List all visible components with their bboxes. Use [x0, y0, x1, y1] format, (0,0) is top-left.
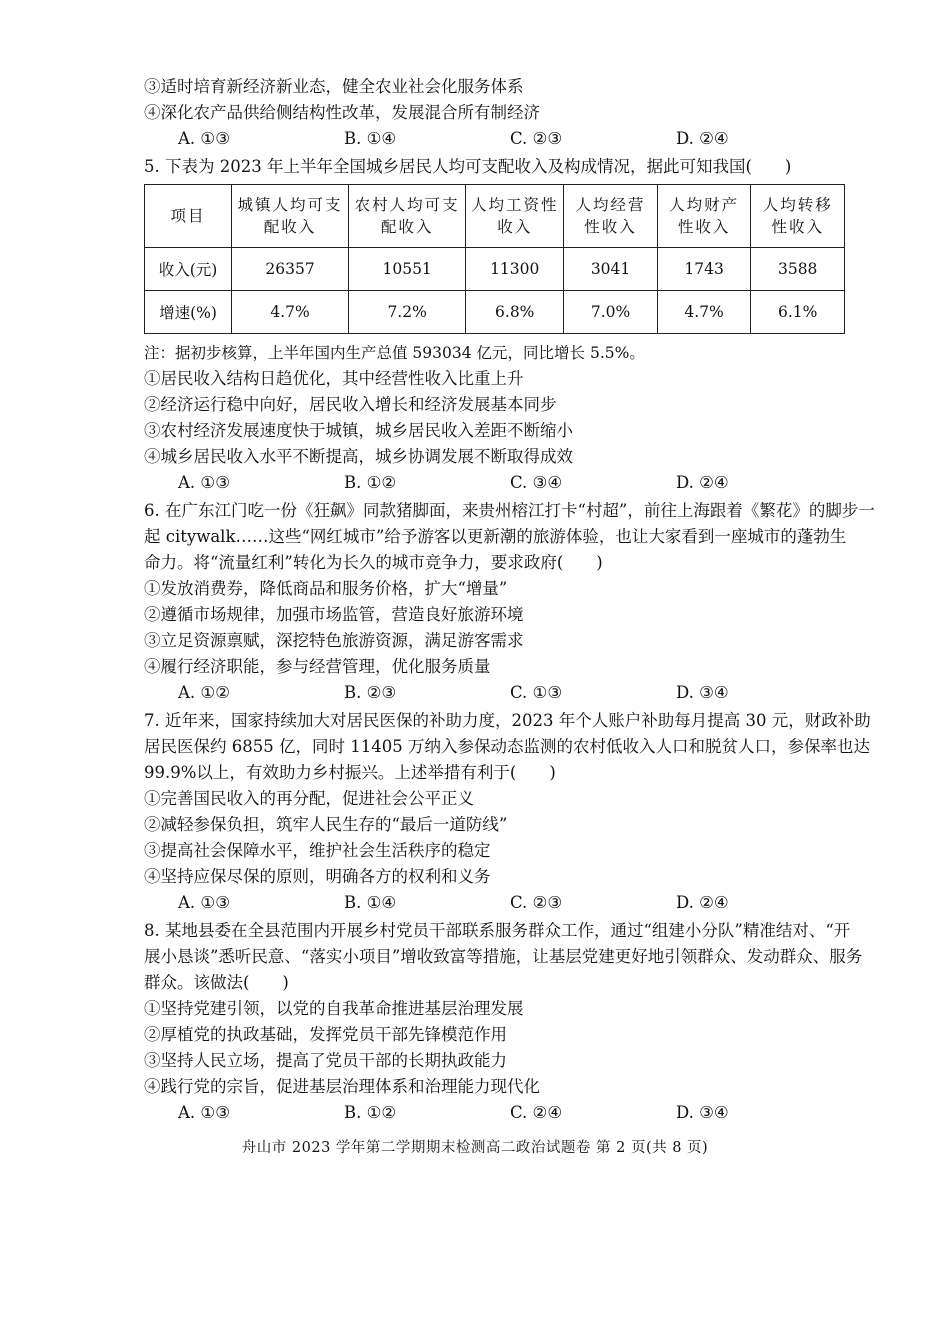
q7-stem-line: 居民医保约 6855 亿，同时 11405 万纳入参保动态监测的农村低收入人口和脱贫人口，参保率也达 [144, 737, 870, 756]
q8-item-3: ③坚持人民立场，提高了党员干部的长期执政能力 [144, 1051, 507, 1070]
q4-item-4: ④深化农产品供给侧结构性改革，发展混合所有制经济 [144, 103, 540, 122]
q7-item-4: ④坚持应保尽保的原则，明确各方的权利和义务 [144, 867, 491, 886]
q4-continuation [144, 74, 849, 152]
q6-item-3: ③立足资源禀赋，深挖特色旅游资源，满足游客需求 [144, 631, 524, 650]
q8-item-4: ④践行党的宗旨，促进基层治理体系和治理能力现代化 [144, 1077, 540, 1096]
q8-stem-line: 展小恳谈”悉听民意、“落实小项目”增收致富等措施，让基层党建更好地引领群众、发动群众、服务 [144, 947, 863, 966]
q8-options [144, 1100, 849, 1126]
table-cell: 6.8% [466, 291, 564, 334]
table-cell: 4.7% [232, 291, 349, 334]
q7-option-d: D. ②④ [676, 893, 729, 912]
q6-stem-line: 命力。将“流量红利”转化为长久的城市竞争力，要求政府( ) [144, 553, 603, 572]
q5-option-c: C. ③④ [510, 473, 563, 492]
q7-item-3: ③提高社会保障水平，维护社会生活秩序的稳定 [144, 841, 491, 860]
table-row [145, 248, 845, 291]
q7-option-c: C. ②③ [510, 893, 563, 912]
table-cell: 6.1% [751, 291, 845, 334]
q5-item-1: ①居民收入结构日趋优化，其中经营性收入比重上升 [144, 369, 524, 388]
q7-item-1: ①完善国民收入的再分配，促进社会公平正义 [144, 789, 474, 808]
table-cell: 1743 [657, 248, 751, 291]
table-cell: 10551 [349, 248, 466, 291]
q6-item-1: ①发放消费券，降低商品和服务价格，扩大“增量” [144, 579, 508, 598]
q8-stem-line: 群众。该做法( ) [144, 973, 289, 992]
q7-option-b: B. ①④ [344, 893, 397, 912]
q6-option-d: D. ③④ [676, 683, 729, 702]
q5-item-2: ②经济运行稳中向好，居民收入增长和经济发展基本同步 [144, 395, 557, 414]
q6-option-a: A. ①② [178, 683, 230, 702]
question-7 [144, 708, 871, 916]
table-header-row [145, 185, 845, 248]
q4-option-c: C. ②③ [510, 129, 563, 148]
q4-option-b: B. ①④ [344, 129, 397, 148]
table-header-cell: 人均转移性收入 [751, 185, 845, 248]
table-header-cell: 城镇人均可支配收入 [232, 185, 349, 248]
table-header-cell: 人均经营性收入 [564, 185, 658, 248]
q5-table-note: 注：据初步核算，上半年国内生产总值 593034 亿元，同比增长 5.5%。 [144, 344, 645, 362]
table-cell: 3588 [751, 248, 845, 291]
table-cell: 4.7% [657, 291, 751, 334]
q8-stem-line: 8. 某地县委在全县范围内开展乡村党员干部联系服务群众工作，通过“组建小分队”精准结对、“开 [144, 921, 851, 940]
q5-item-4: ④城乡居民收入水平不断提高，城乡协调发展不断取得成效 [144, 447, 573, 466]
table-cell: 3041 [564, 248, 658, 291]
q8-option-d: D. ③④ [676, 1103, 729, 1122]
q8-item-2: ②厚植党的执政基础，发挥党员干部先锋模范作用 [144, 1025, 507, 1044]
q7-stem-line: 99.9%以上，有效助力乡村振兴。上述举措有利于( ) [144, 763, 556, 782]
q5-option-d: D. ②④ [676, 473, 729, 492]
q7-item-2: ②减轻参保负担，筑牢人民生存的“最后一道防线” [144, 815, 508, 834]
question-5 [144, 154, 849, 496]
table-cell: 7.0% [564, 291, 658, 334]
q6-stem-line: 起 citywalk……这些“网红城市”给予游客以更新潮的旅游体验，也让大家看到一座城市的蓬勃生 [144, 527, 847, 546]
table-header-cell: 人均工资性收入 [466, 185, 564, 248]
table-cell: 26357 [232, 248, 349, 291]
question-6 [144, 498, 875, 706]
q6-item-2: ②遵循市场规律，加强市场监管，营造良好旅游环境 [144, 605, 524, 624]
q5-options [144, 470, 849, 496]
table-cell: 增速(%) [145, 291, 232, 334]
q5-stem: 5. 下表为 2023 年上半年全国城乡居民人均可支配收入及构成情况，据此可知我国( ) [144, 157, 792, 176]
q4-options [144, 126, 849, 152]
q7-options [144, 890, 849, 916]
q8-item-1: ①坚持党建引领，以党的自我革命推进基层治理发展 [144, 999, 524, 1018]
q4-option-a: A. ①③ [178, 129, 230, 148]
q5-option-a: A. ①③ [178, 473, 230, 492]
question-8 [144, 918, 863, 1126]
table-header-cell: 人均财产性收入 [657, 185, 751, 248]
table-header-cell: 农村人均可支配收入 [349, 185, 466, 248]
q5-option-b: B. ①② [344, 473, 397, 492]
q8-option-b: B. ①② [344, 1103, 397, 1122]
q4-item-3: ③适时培育新经济新业态，健全农业社会化服务体系 [144, 77, 524, 96]
q5-item-3: ③农村经济发展速度快于城镇，城乡居民收入差距不断缩小 [144, 421, 573, 440]
q7-stem-line: 7. 近年来，国家持续加大对居民医保的补助力度，2023 年个人账户补助每月提高 30 元，财政补助 [144, 711, 871, 730]
table-cell: 7.2% [349, 291, 466, 334]
q6-stem-line: 6. 在广东江门吃一份《狂飙》同款猪脚面，来贵州榕江打卡“村超”，前往上海跟着《繁花》的脚步一 [144, 501, 875, 520]
q6-options [144, 680, 849, 706]
q4-option-d: D. ②④ [676, 129, 729, 148]
q8-option-c: C. ②④ [510, 1103, 563, 1122]
q6-item-4: ④履行经济职能，参与经营管理，优化服务质量 [144, 657, 491, 676]
q6-option-c: C. ①③ [510, 683, 563, 702]
table-header-cell: 项目 [145, 185, 232, 248]
q6-option-b: B. ②③ [344, 683, 397, 702]
q8-option-a: A. ①③ [178, 1103, 230, 1122]
table-row [145, 291, 845, 334]
page-footer: 舟山市 2023 学年第二学期期末检测高二政治试题卷 第 2 页(共 8 页) [241, 1140, 709, 1156]
table-cell: 11300 [466, 248, 564, 291]
table-cell: 收入(元) [145, 248, 232, 291]
income-table [144, 184, 845, 334]
page-content [144, 74, 875, 1128]
q7-option-a: A. ①③ [178, 893, 230, 912]
